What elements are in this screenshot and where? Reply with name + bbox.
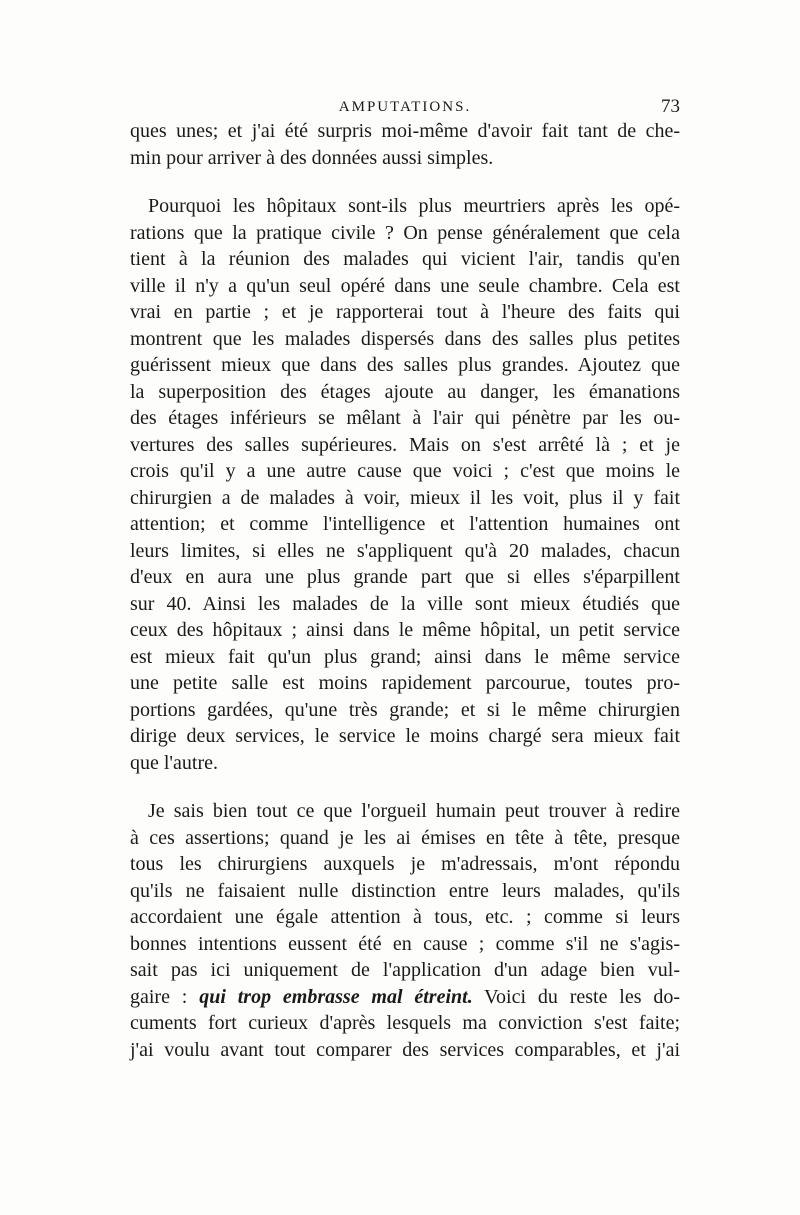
text-line: accordaient une égale attention à tous, etc. ; comme si leurs — [130, 906, 680, 928]
text-line: des étages inférieurs se mêlant à l'air qui pénètre par les ou- — [130, 407, 680, 429]
text-line: ville il n'y a qu'un seul opéré dans une seule chambre. Cela est — [130, 274, 680, 297]
paragraph-3 — [130, 798, 680, 1063]
text-line: dirige deux services, le service le moins chargé sera mieux fait — [130, 725, 680, 747]
text-line: Pourquoi les hôpitaux sont-ils plus meurtriers après les opé- — [148, 195, 680, 217]
text-line: montrent que les malades dispersés dans des salles plus petites — [130, 327, 680, 350]
text-line: sur 40. Ainsi les malades de la ville sont mieux étudiés que — [130, 592, 680, 615]
text-line: à ces assertions; quand je les ai émises en tête à tête, presque — [130, 826, 680, 849]
running-title: AMPUTATIONS. — [338, 99, 472, 115]
text-line: vertures des salles supérieures. Mais on s'est arrêté là ; et je — [130, 433, 680, 456]
text-line: j'ai voulu avant tout comparer des services comparables, et j'ai — [130, 1038, 680, 1061]
text-line: cuments fort curieux d'après lesquels ma conviction s'est faite; — [130, 1012, 680, 1034]
text-line: guérissent mieux que dans des salles plus grandes. Ajoutez que — [130, 354, 680, 376]
italic-maxim: qui trop embrasse mal étreint. — [199, 985, 473, 1008]
text-line: attention; et comme l'intelligence et l'attention humaines ont — [130, 513, 680, 535]
text-line: rations que la pratique civile ? On pense généralement que cela — [130, 221, 680, 244]
text-line: qu'ils ne faisaient nulle distinction entre leurs malades, qu'ils — [130, 879, 680, 902]
page-number: 73 — [661, 96, 680, 117]
text-line: bonnes intentions eussent été en cause ; comme s'il ne s'agis- — [130, 932, 680, 955]
text-line: ceux des hôpitaux ; ainsi dans le même hôpital, un petit service — [130, 619, 680, 641]
text-line: ques unes; et j'ai été surpris moi-même d'avoir fait tant de che- — [130, 120, 680, 142]
text-line: sait pas ici uniquement de l'application d'un adage bien vul- — [130, 959, 680, 981]
text-fragment: gaire : — [130, 985, 200, 1008]
paragraph-2 — [130, 193, 680, 776]
paragraph-1 — [130, 118, 680, 171]
text-line: est mieux fait qu'un plus grand; ainsi dans le même service — [130, 645, 680, 668]
body-text — [130, 118, 680, 1063]
text-line: la superposition des étages ajoute au danger, les émanations — [130, 380, 680, 403]
text-line: crois qu'il y a une autre cause que voici ; c'est que moins le — [130, 460, 680, 482]
text-fragment: Voici du reste les do- — [472, 985, 681, 1008]
text-line: que l'autre. — [130, 751, 219, 774]
text-line-with-italic — [130, 984, 680, 1011]
text-line: vrai en partie ; et je rapporterai tout à l'heure des faits qui — [130, 301, 680, 323]
running-head — [130, 95, 680, 119]
text-line: chirurgien a de malades à voir, mieux il les voit, plus il y fait — [130, 486, 680, 509]
text-line: d'eux en aura une plus grande part que si elles s'éparpillent — [130, 566, 680, 588]
text-line: tous les chirurgiens auxquels je m'adressais, m'ont répondu — [130, 853, 680, 875]
text-line: tient à la réunion des malades qui vicient l'air, tandis qu'en — [130, 248, 680, 270]
text-line: min pour arriver à des données aussi simples. — [130, 146, 494, 169]
text-line: Je sais bien tout ce que l'orgueil humain peut trouver à redire — [148, 800, 680, 822]
text-line: portions gardées, qu'une très grande; et si le même chirurgien — [130, 698, 680, 721]
text-line: leurs limites, si elles ne s'appliquent qu'à 20 malades, chacun — [130, 539, 680, 562]
text-line: une petite salle est moins rapidement parcourue, toutes pro- — [130, 672, 680, 694]
